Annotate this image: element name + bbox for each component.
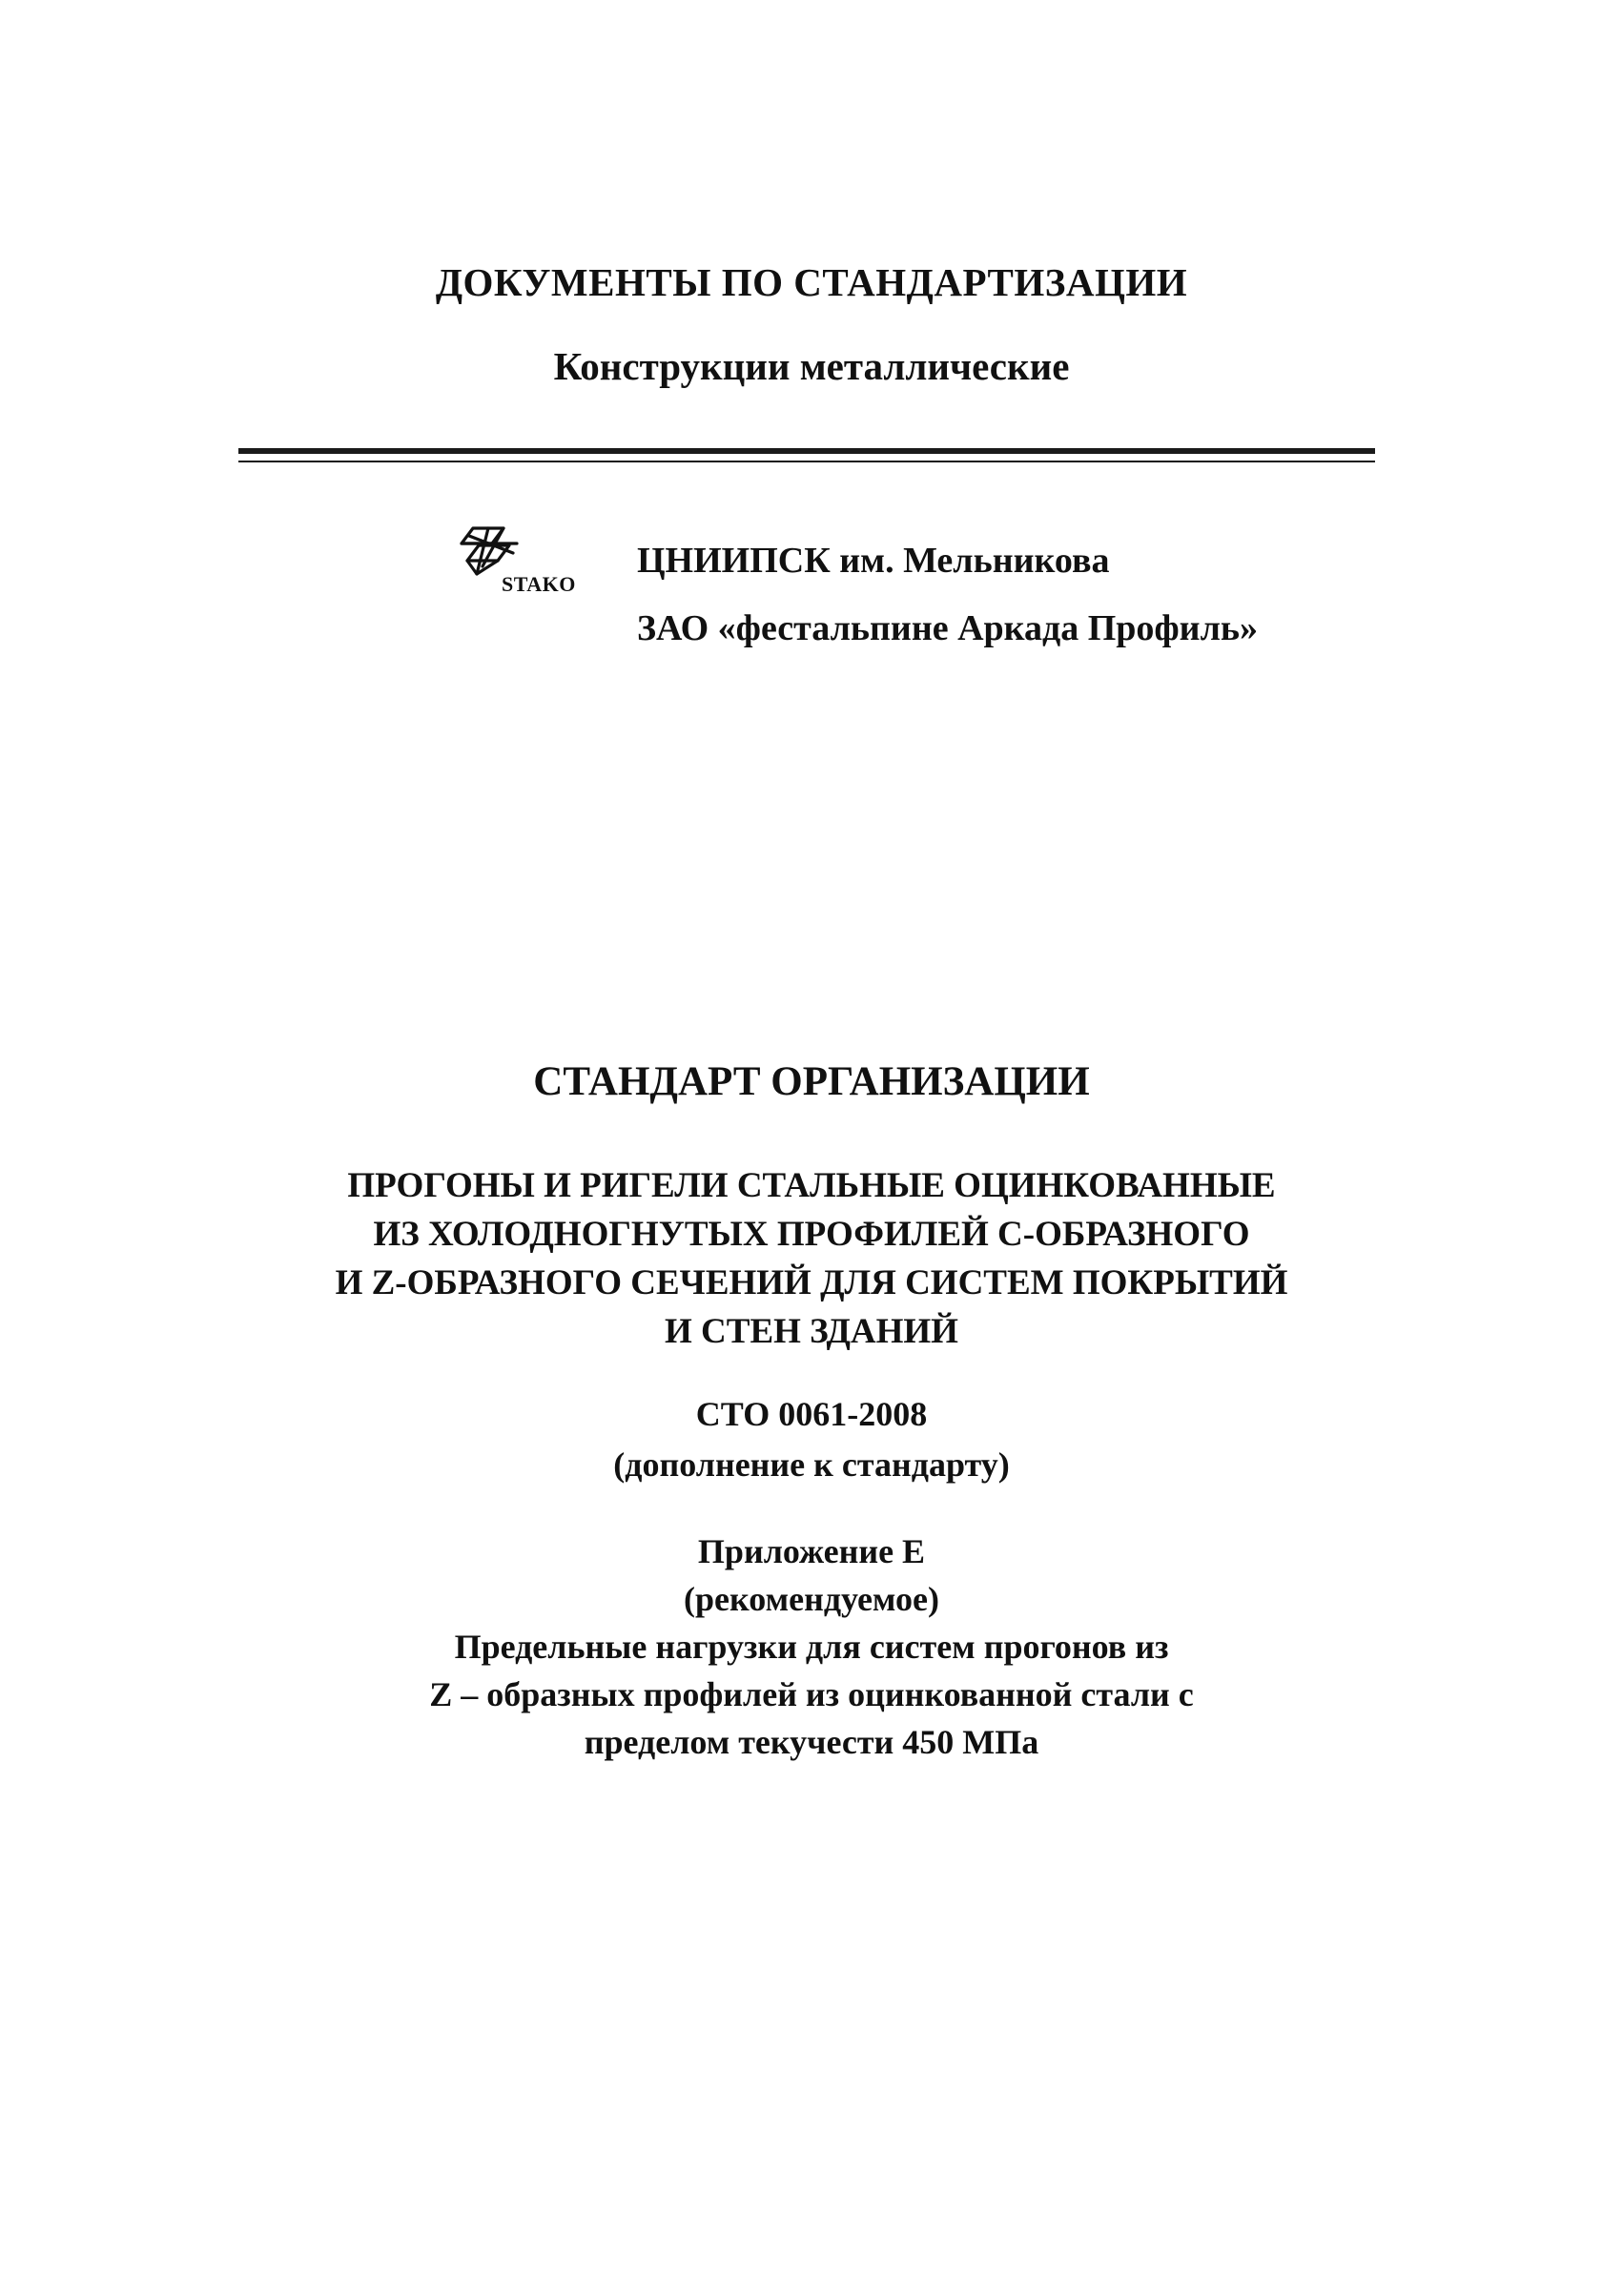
standard-type-heading: СТАНДАРТ ОРГАНИЗАЦИИ (533, 1059, 1090, 1104)
document-title-line: ПРОГОНЫ И РИГЕЛИ СТАЛЬНЫЕ ОЦИНКОВАННЫЕ (347, 1166, 1276, 1205)
organization-line-1: ЦНИИПСК им. Мельникова (637, 541, 1110, 581)
standard-code: СТО 0061-2008 (695, 1395, 928, 1433)
double-rule-thin (238, 461, 1375, 462)
annex-description-line: Z – образных профилей из оцинкованной стали с (429, 1675, 1194, 1713)
subseries-heading: Конструкции металлические (553, 344, 1070, 388)
annex-description-line: пределом текучести 450 МПа (584, 1723, 1039, 1761)
organization-line-2: ЗАО «фестальпине Аркада Профиль» (637, 608, 1258, 648)
document-title-line: ИЗ ХОЛОДНОГНУТЫХ ПРОФИЛЕЙ С-ОБРАЗНОГО (373, 1215, 1250, 1254)
annex-description-line: Предельные нагрузки для систем прогонов из (454, 1628, 1169, 1666)
stako-logo-icon (460, 523, 521, 580)
document-title-line: И СТЕН ЗДАНИЙ (665, 1312, 958, 1351)
annex-status: (рекомендуемое) (684, 1580, 939, 1618)
document-title-line: И Z-ОБРАЗНОГО СЕЧЕНИЙ ДЛЯ СИСТЕМ ПОКРЫТИЙ (335, 1263, 1288, 1302)
logo-text: STAKO (502, 572, 576, 596)
annex-block (0, 1527, 1623, 1766)
stako-logo (458, 523, 610, 599)
annex-title: Приложение Е (697, 1532, 926, 1570)
standard-addition-note: (дополнение к стандарту) (613, 1445, 1010, 1484)
double-rule-thick (238, 448, 1375, 454)
series-heading: ДОКУМЕНТЫ ПО СТАНДАРТИЗАЦИИ (435, 260, 1188, 304)
document-title (0, 1161, 1623, 1356)
